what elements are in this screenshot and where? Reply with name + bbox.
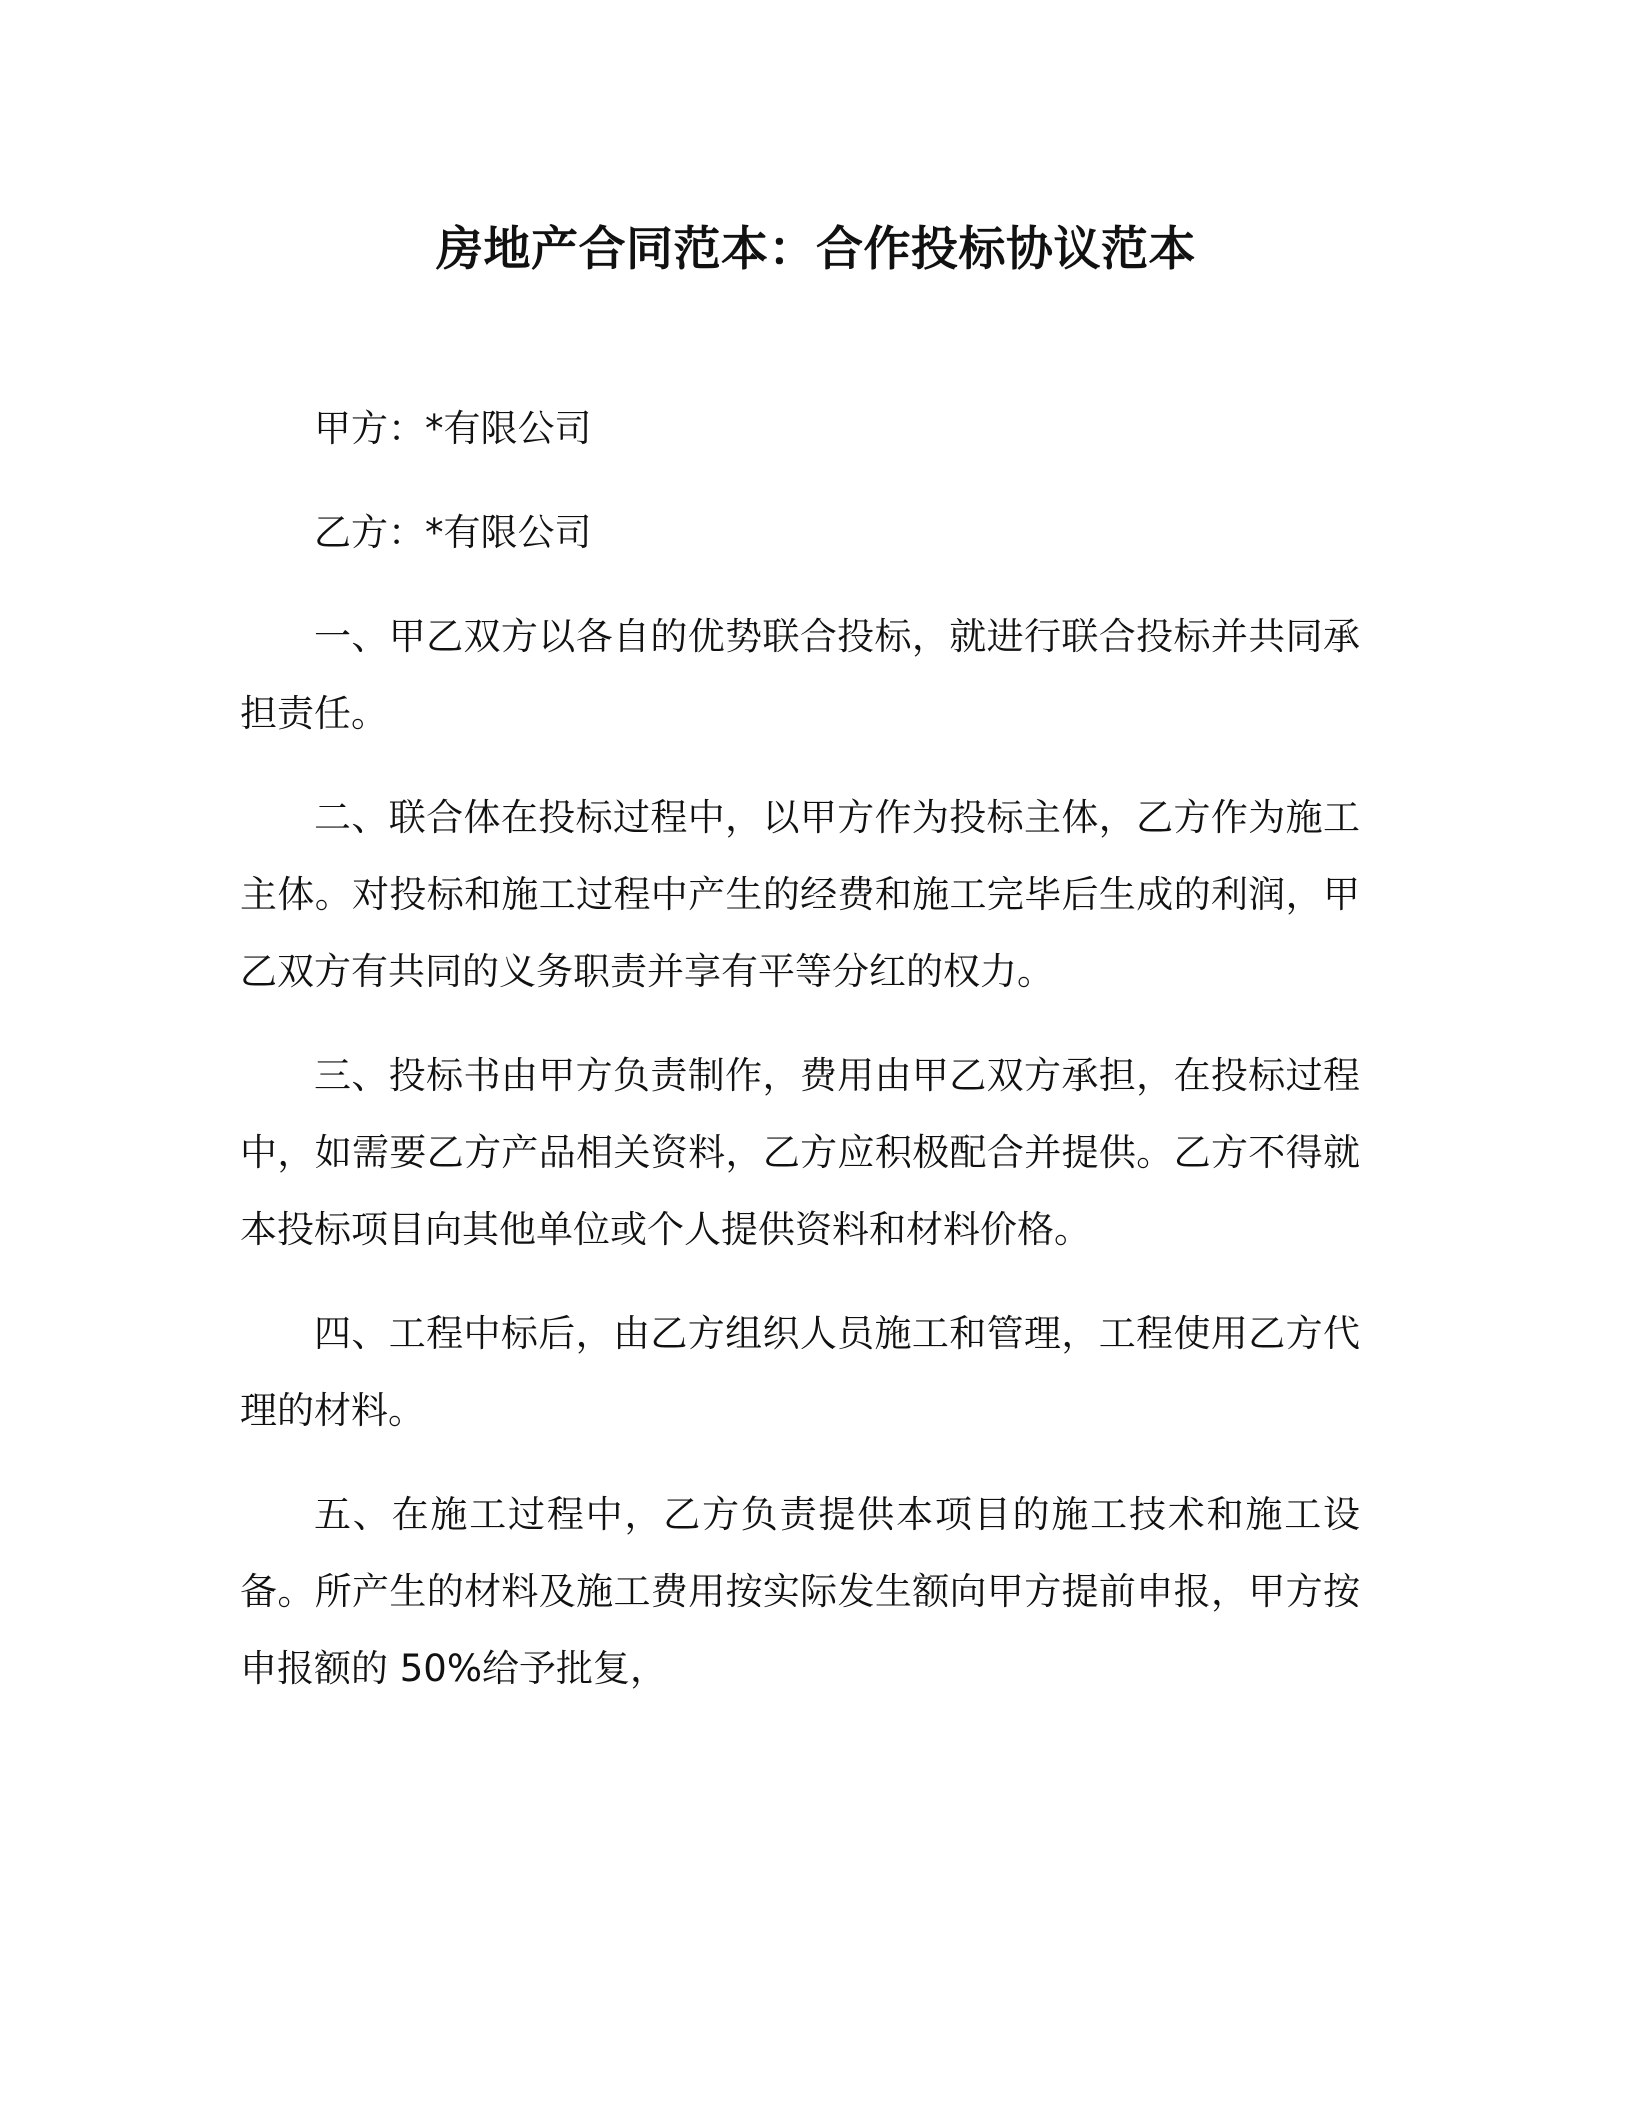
clause-5: 五、在施工过程中，乙方负责提供本项目的施工技术和施工设备。所产生的材料及施工费用按实际发生额向甲方提前申报，甲方按申报额的 50%给予批复， (240, 1493, 1360, 1690)
clause-1: 一、甲乙双方以各自的优势联合投标，就进行联合投标并共同承担责任。 (240, 615, 1360, 735)
party-a-line: 甲方：*有限公司 (314, 407, 592, 450)
clause-3: 三、投标书由甲方负责制作，费用由甲乙双方承担，在投标过程中，如需要乙方产品相关资料，乙方应积极配合并提供。乙方不得就本投标项目向其他单位或个人提供资料和材料价格。 (240, 1054, 1360, 1251)
document-title: 房地产合同范本：合作投标协议范本 (436, 222, 1196, 277)
clause-4: 四、工程中标后，由乙方组织人员施工和管理，工程使用乙方代理的材料。 (240, 1312, 1360, 1432)
party-b-line: 乙方：*有限公司 (314, 511, 592, 554)
clause-2: 二、联合体在投标过程中，以甲方作为投标主体，乙方作为施工主体。对投标和施工过程中产生的经费和施工完毕后生成的利润，甲乙双方有共同的义务职责并享有平等分红的权力。 (240, 796, 1360, 993)
document-body (240, 390, 1360, 1734)
